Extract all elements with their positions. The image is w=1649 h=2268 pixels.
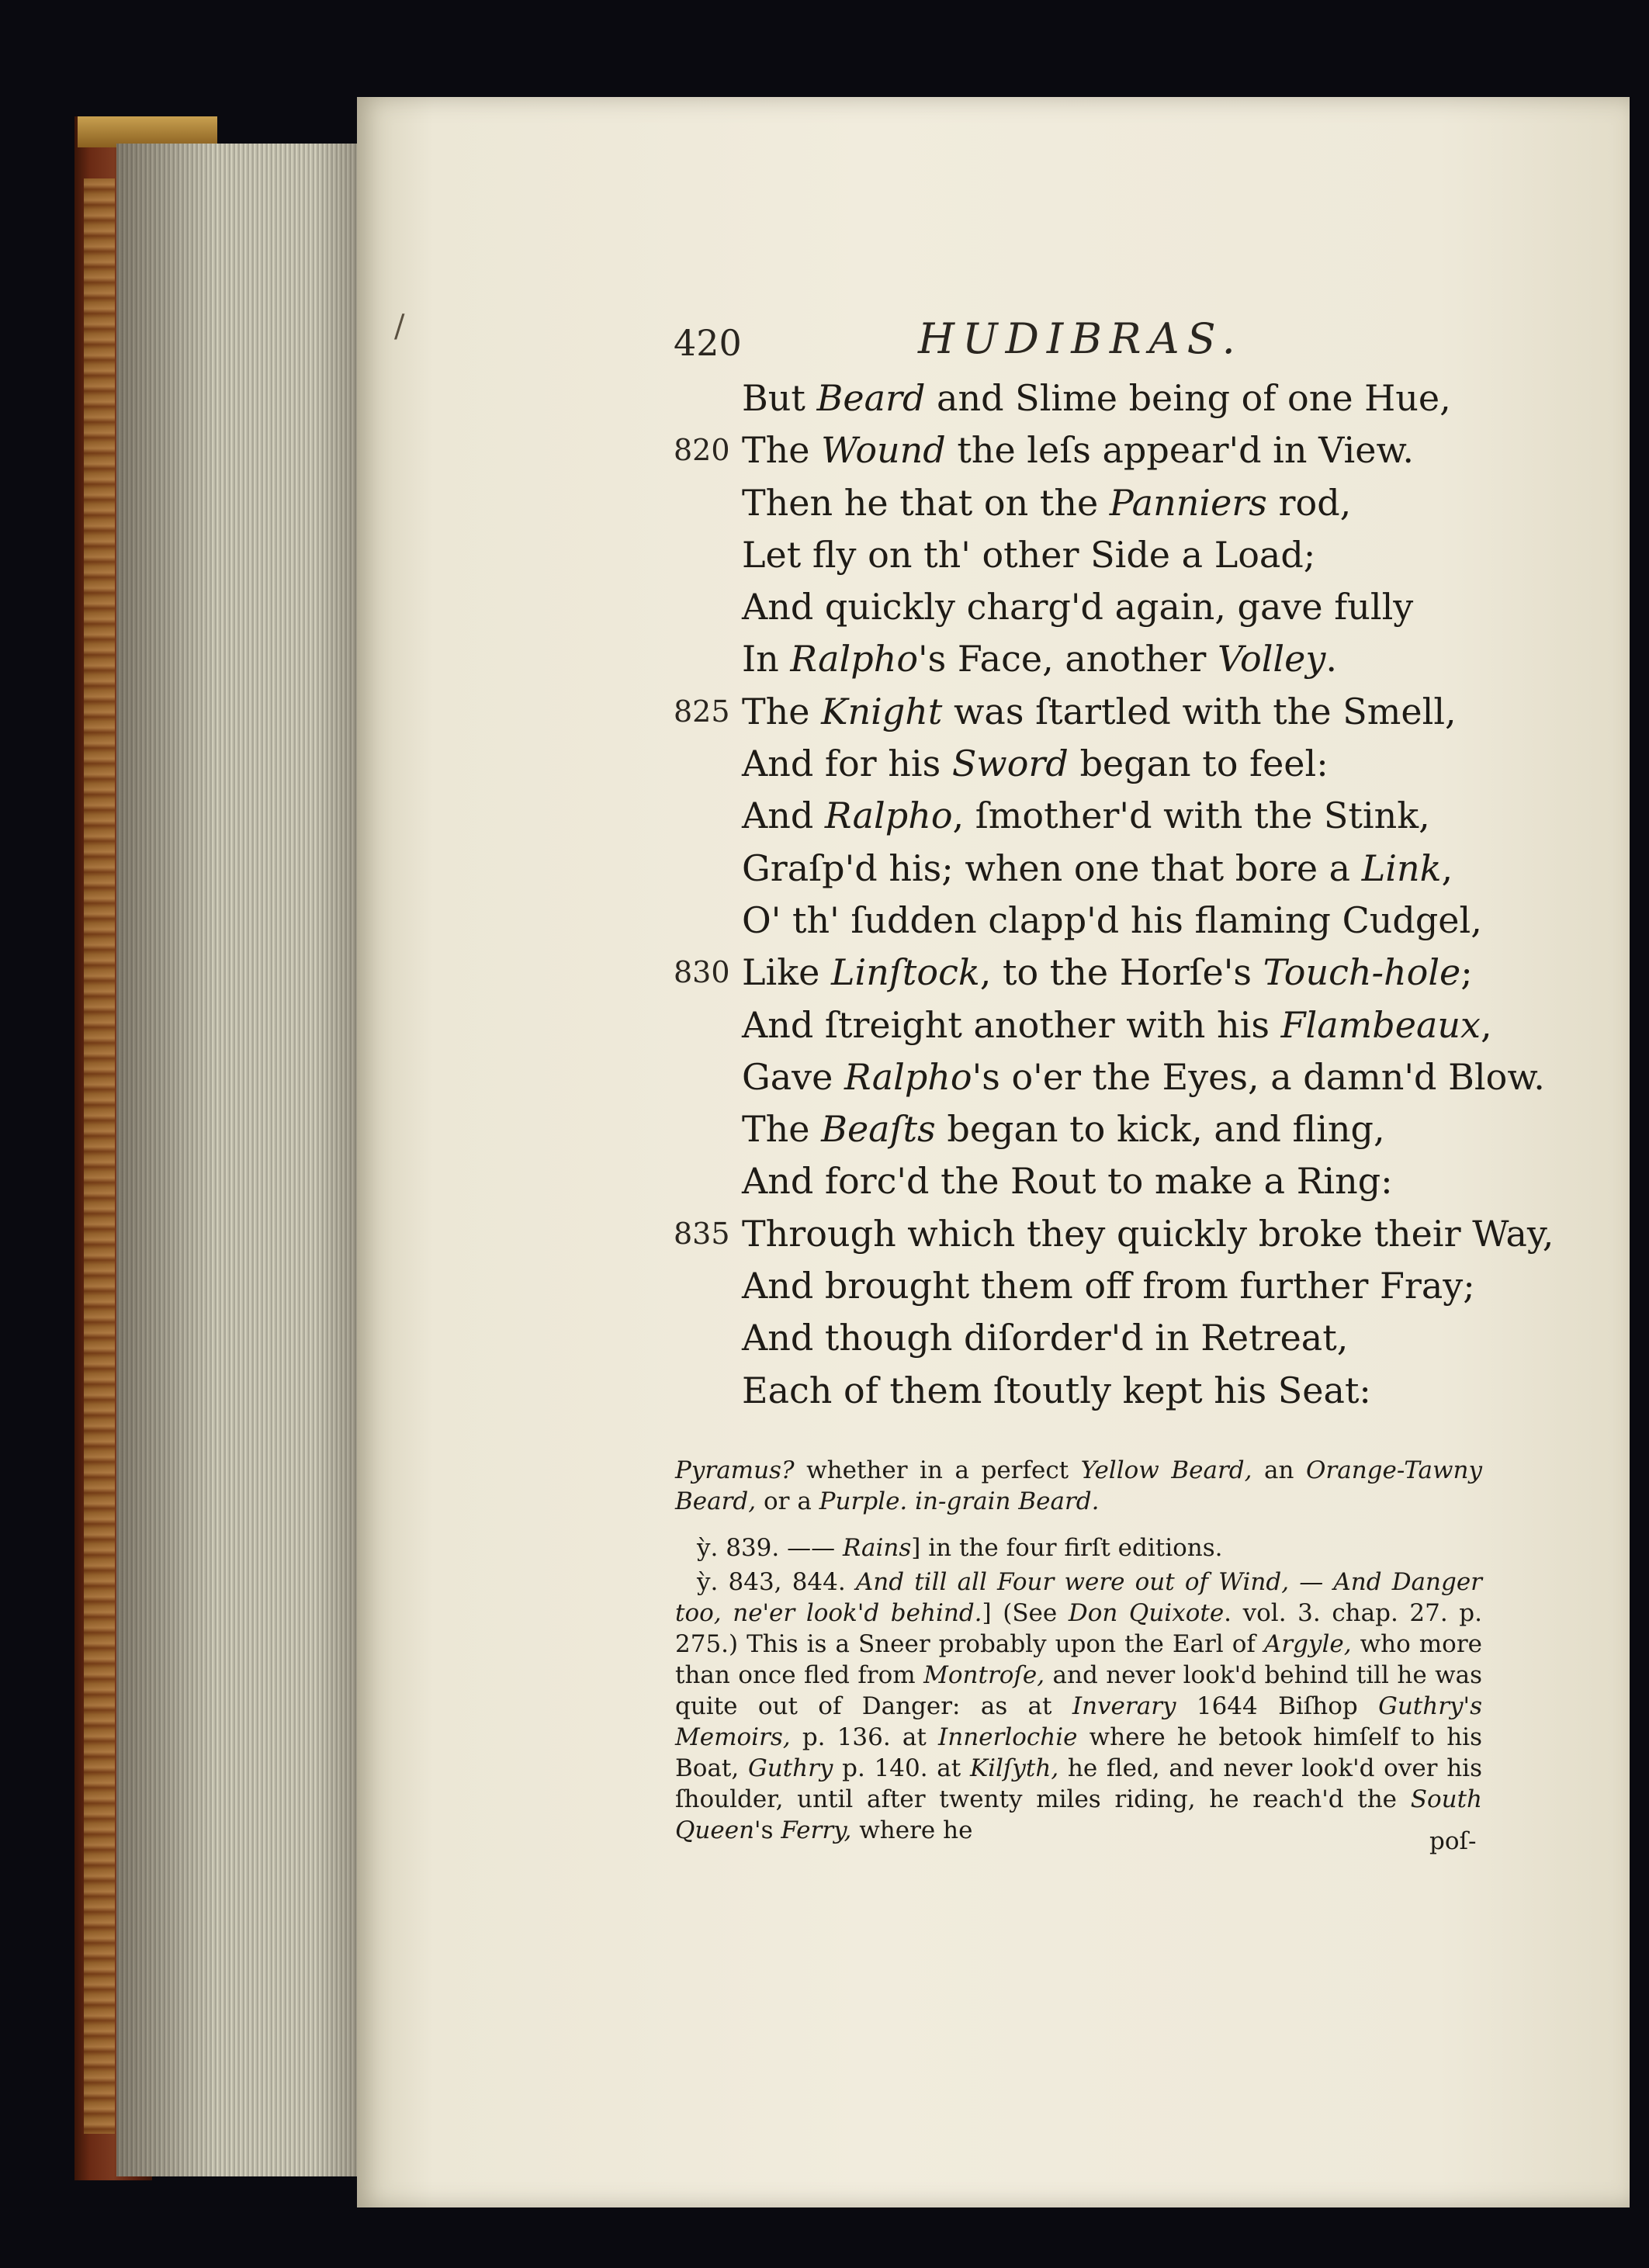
italic-segment: Ralpho <box>824 795 953 837</box>
line-text <box>742 947 1473 999</box>
roman-segment: whether in a perfect <box>794 1456 1081 1484</box>
line-text <box>742 581 1413 633</box>
italic-segment: Argyle, <box>1263 1630 1352 1658</box>
roman-segment: Let fly on th' other Side a Load; <box>742 533 1316 576</box>
roman-segment: , <box>1480 1003 1492 1046</box>
running-title: HUDIBRAS. <box>918 314 1243 363</box>
verse-line <box>674 686 1481 738</box>
italic-segment: Touch-hole <box>1263 951 1461 994</box>
roman-segment: ỳ. 843, 844. <box>697 1568 856 1596</box>
verse-line <box>674 843 1481 895</box>
roman-segment: , to the Horſe's <box>979 951 1263 994</box>
verse-line <box>674 372 1481 424</box>
line-text <box>742 686 1457 738</box>
italic-segment: South Queen <box>675 1785 1482 1844</box>
line-text <box>742 372 1451 424</box>
roman-segment: And for his <box>742 743 952 785</box>
roman-segment: 1644 Biſhop <box>1176 1692 1379 1720</box>
footnote <box>675 1567 1482 1846</box>
italic-segment: Kilſyth, <box>969 1754 1059 1782</box>
roman-segment: was ſtartled with the Smell, <box>942 690 1457 732</box>
italic-segment: Link <box>1361 847 1442 889</box>
roman-segment: 's Face, another <box>918 638 1218 680</box>
roman-segment: , ſmother'd with the Stink, <box>952 795 1430 837</box>
roman-segment: began to feel: <box>1068 743 1329 785</box>
italic-segment: And till all Four were out of Wind, — And Danger too, ne'er look'd behind. <box>675 1568 1483 1627</box>
verse-line <box>674 738 1481 790</box>
roman-segment: 's o'er the Eyes, a damn'd Blow. <box>972 1055 1545 1098</box>
roman-segment: who more than once fled from <box>675 1630 1482 1689</box>
roman-segment: Graſp'd his; when one that bore a <box>742 847 1362 889</box>
roman-segment: The <box>742 1108 822 1151</box>
verse-line <box>674 790 1481 842</box>
roman-segment: . <box>1325 638 1337 680</box>
line-text <box>742 477 1351 529</box>
roman-segment: O' th' ſudden clapp'd his flaming Cudgel, <box>742 899 1482 941</box>
footnote <box>675 1455 1482 1517</box>
roman-segment: began to kick, and fling, <box>935 1108 1385 1151</box>
verse-line <box>674 529 1481 581</box>
italic-segment: Panniers <box>1109 481 1267 524</box>
italic-segment: Knight <box>821 690 943 732</box>
verse-line <box>674 1312 1481 1364</box>
verse-line <box>674 1155 1481 1207</box>
verse-line <box>674 424 1481 476</box>
line-number: 820 <box>674 433 730 468</box>
italic-segment: Ralpho <box>790 638 919 680</box>
italic-segment: Innerlochie <box>938 1723 1078 1751</box>
roman-segment: And <box>742 795 825 837</box>
footnotes <box>675 1455 1482 1849</box>
italic-segment: Orange-Tawny Beard, <box>675 1456 1483 1515</box>
page-block-shadow <box>116 144 365 2176</box>
verse-line <box>674 1260 1481 1312</box>
line-number: 835 <box>674 1216 730 1251</box>
roman-segment: Then he that on the <box>742 481 1110 524</box>
line-text <box>742 1051 1545 1103</box>
roman-segment: In <box>742 638 791 680</box>
italic-segment: Guthry's Memoirs, <box>675 1692 1482 1751</box>
roman-segment: And quickly charg'd again, gave fully <box>742 586 1414 628</box>
page-number: 420 <box>674 322 742 364</box>
italic-segment: Sword <box>951 743 1069 785</box>
italic-segment: Rains <box>842 1534 912 1562</box>
roman-segment: where he betook himſelf to his Boat, <box>675 1723 1482 1782</box>
verse-line <box>674 999 1492 1051</box>
italic-segment: Flambeaux <box>1280 1003 1481 1046</box>
roman-segment: And ſtreight another with his <box>742 1003 1281 1046</box>
line-text <box>742 999 1492 1051</box>
roman-segment: he fled, and never look'd over his ſhoulder, until after twenty miles riding, he reach'd the <box>675 1754 1483 1813</box>
roman-segment: p. 136. at <box>790 1723 938 1751</box>
verse-block <box>674 372 1554 1417</box>
italic-segment: Don Quixote <box>1068 1599 1225 1627</box>
line-text <box>742 1312 1348 1364</box>
roman-segment: ỳ. 839. —— <box>697 1534 843 1562</box>
line-text <box>742 790 1430 842</box>
roman-segment: ] in the four firſt editions. <box>911 1534 1223 1562</box>
verse-line <box>674 581 1481 633</box>
italic-segment: Yellow Beard, <box>1080 1456 1252 1484</box>
line-text <box>742 424 1414 476</box>
roman-segment: And brought them off from further Fray; <box>742 1265 1475 1307</box>
spine-gilt-tooling <box>84 178 115 2134</box>
verse-line <box>674 1051 1545 1103</box>
roman-segment: And though diſorder'd in Retreat, <box>742 1317 1349 1359</box>
line-number: 830 <box>674 955 730 990</box>
roman-segment: Each of them ſtoutly kept his Seat: <box>742 1369 1371 1411</box>
roman-segment: and never look'd behind till he was quite out of Danger: as at <box>675 1661 1483 1720</box>
roman-segment: 's <box>754 1816 781 1844</box>
verse-line <box>674 1208 1554 1260</box>
roman-segment: or a <box>756 1487 819 1515</box>
verse-line <box>674 477 1481 529</box>
line-number: 825 <box>674 694 730 729</box>
line-text <box>742 895 1482 947</box>
verse-line <box>674 633 1481 685</box>
italic-segment: Wound <box>821 429 946 472</box>
line-text <box>742 1260 1475 1312</box>
roman-segment: , <box>1441 847 1453 889</box>
italic-segment: Ferry, <box>781 1816 852 1844</box>
catchword: poſ- <box>1429 1827 1477 1855</box>
line-text <box>742 633 1337 685</box>
italic-segment: Montroſe, <box>923 1661 1045 1689</box>
roman-segment: ] (See <box>982 1599 1069 1627</box>
line-text <box>742 1208 1554 1260</box>
line-text <box>742 1365 1371 1417</box>
line-text <box>742 738 1329 790</box>
roman-segment: the leſs appear'd in View. <box>945 429 1414 472</box>
line-text <box>742 529 1315 581</box>
roman-segment: The <box>742 429 822 472</box>
footnote <box>675 1532 1482 1563</box>
roman-segment: But <box>742 377 817 419</box>
italic-segment: Ralpho <box>844 1055 972 1098</box>
roman-segment: Like <box>742 951 831 994</box>
line-text <box>742 843 1453 895</box>
italic-segment: Beaſts <box>821 1108 936 1151</box>
roman-segment: And forc'd the Rout to make a Ring: <box>742 1160 1393 1203</box>
verse-line <box>674 947 1481 999</box>
roman-segment: p. 140. at <box>833 1754 970 1782</box>
spine-headband <box>78 116 217 147</box>
italic-segment: Beard <box>816 377 926 419</box>
verse-line <box>674 1103 1481 1155</box>
verse-line <box>674 1365 1481 1417</box>
roman-segment: ; <box>1460 951 1473 994</box>
italic-segment: Guthry <box>747 1754 833 1782</box>
roman-segment: . vol. 3. chap. 27. p. 275.) This is a Sneer probably upon the Earl of <box>675 1599 1483 1658</box>
line-text <box>742 1155 1393 1207</box>
roman-segment: and Slime being of one Hue, <box>925 377 1451 419</box>
roman-segment: Through which they quickly broke their Way, <box>742 1212 1554 1255</box>
italic-segment: Linſtock <box>830 951 980 994</box>
roman-segment: rod, <box>1266 481 1352 524</box>
italic-segment: Pyramus? <box>675 1456 795 1484</box>
roman-segment: The <box>742 690 822 732</box>
italic-segment: Volley <box>1218 638 1326 680</box>
stray-mark: / <box>394 309 405 345</box>
line-text <box>742 1103 1385 1155</box>
italic-segment: Inverary <box>1072 1692 1176 1720</box>
roman-segment: Gave <box>742 1055 845 1098</box>
roman-segment: where he <box>851 1816 973 1844</box>
italic-segment: Purple. in-grain Beard. <box>819 1487 1100 1515</box>
roman-segment: an <box>1252 1456 1306 1484</box>
verse-line <box>674 895 1481 947</box>
